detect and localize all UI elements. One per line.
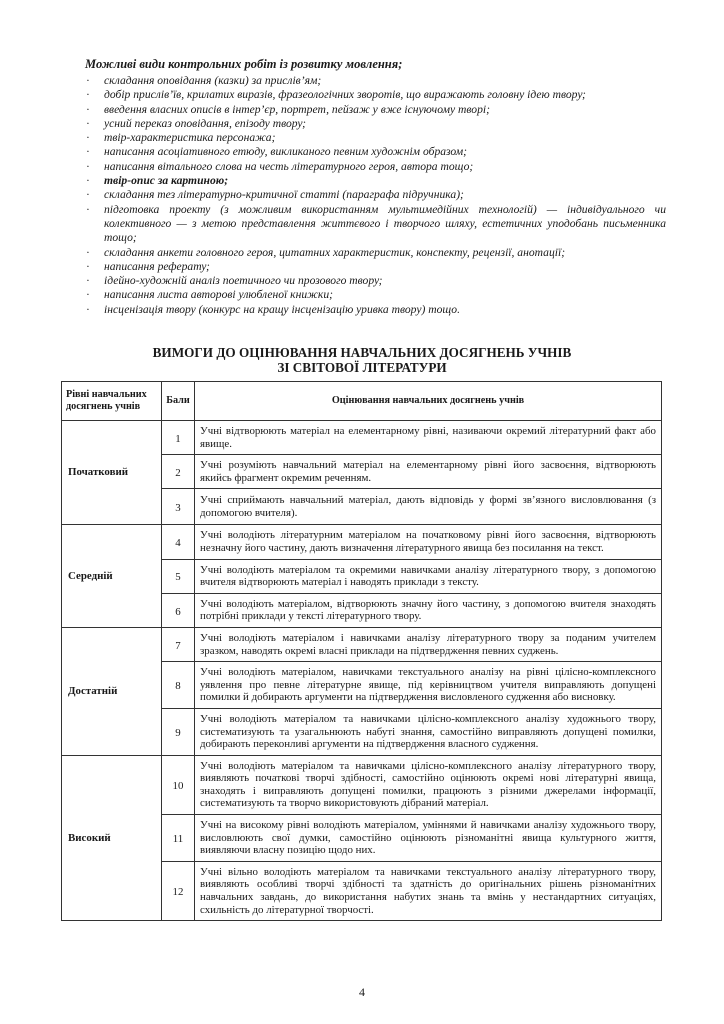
list-item-text: складання анкети головного героя, цитатних характеристик, конспекту, рецензії, анотації; xyxy=(104,245,566,259)
list-item-text: підготовка проекту (з можливим використанням мультимедійних технологій) — індивідуального чи колективного — з метою представлення життєвого і творчого шляху, естетичних уподобань письменника тощо; xyxy=(104,202,666,245)
description-cell: Учні володіють матеріалом та навичками цілісно-комплексного аналізу художнього твору, систематизують та узагальнюють набуті знання, самостійно виправляють допущені помилки, добирають переконливі аргументи на підтвердження власного судження. xyxy=(195,708,662,755)
list-item-text: введення власних описів в інтер’єр, портрет, пейзаж у вже існуючому творі; xyxy=(104,102,490,116)
list-item xyxy=(86,203,666,246)
bullet-icon: · xyxy=(86,145,90,159)
description-cell: Учні володіють літературним матеріалом на початковому рівні його засвоєння, відтворюють незначну його частину, дають визначення літературного явища без посилання на текст. xyxy=(195,525,662,559)
list-item xyxy=(86,103,666,117)
level-name: Високий xyxy=(62,755,162,921)
bullet-icon: · xyxy=(86,102,90,116)
score-cell: 11 xyxy=(162,815,195,862)
bullet-icon: · xyxy=(86,302,90,316)
description-cell: Учні сприймають навчальний матеріал, дають відповідь у формі зв’язного висловлювання (з допомогою вчителя). xyxy=(195,489,662,525)
list-item-text: добір прислів’їв, крилатих виразів, фразеологічних зворотів, що виражають головну ідею твору; xyxy=(104,88,586,102)
description-cell: Учні володіють матеріалом та навичками цілісно-комплексного аналізу літературного твору, виявляють початкові творчі здібності, самостійно оцінюють окремі нові літературні явища, знаходять і виправляють допущені помилки, працюють з різними джерелами інформації, систематизують та творчо використовують дібраний матеріал. xyxy=(195,755,662,814)
bullet-icon: · xyxy=(86,174,90,188)
list-item-text: інсценізація твору (конкурс на кращу інсценізацію уривка твору) тощо. xyxy=(104,302,460,316)
list-item xyxy=(86,145,666,159)
list-item xyxy=(86,131,666,145)
score-cell: 4 xyxy=(162,525,195,559)
table-title-line-2: ЗІ СВІТОВОЇ ЛІТЕРАТУРИ xyxy=(277,360,447,375)
bullet-icon: · xyxy=(86,116,90,130)
bullet-icon: · xyxy=(86,259,90,273)
list-item-text: написання асоціативного етюду, викликаного певним художнім образом; xyxy=(104,145,468,159)
score-cell: 3 xyxy=(162,489,195,525)
list-item xyxy=(86,74,666,88)
level-name: Початковий xyxy=(62,421,162,525)
score-cell: 5 xyxy=(162,559,195,593)
table-row xyxy=(62,627,662,661)
page-number: 4 xyxy=(359,985,365,999)
speech-tests-heading: Можливі види контрольних робіт із розвитку мовлення; xyxy=(85,57,403,71)
assessment-table xyxy=(61,381,662,921)
score-cell: 8 xyxy=(162,662,195,709)
list-item xyxy=(86,274,666,288)
table-row xyxy=(62,755,662,814)
list-item-text: ідейно-художній аналіз поетичного чи прозового твору; xyxy=(104,274,383,288)
list-item-text: написання вітального слова на честь літературного героя, автора тощо; xyxy=(104,159,474,173)
bullet-icon: · xyxy=(86,188,90,202)
bullet-icon: · xyxy=(86,131,90,145)
list-item xyxy=(86,117,666,131)
score-cell: 7 xyxy=(162,627,195,661)
table-header-row xyxy=(62,382,662,421)
list-item-text: складання тез літературно-критичної статті (параграфа підручника); xyxy=(104,188,464,202)
bullet-icon: · xyxy=(86,245,90,259)
list-item-text: твір-характеристика персонажа; xyxy=(104,131,276,145)
bullet-icon: · xyxy=(86,202,90,216)
list-item xyxy=(86,88,666,102)
level-name: Середній xyxy=(62,525,162,628)
bullet-icon: · xyxy=(86,159,90,173)
list-item xyxy=(86,174,666,188)
score-cell: 2 xyxy=(162,455,195,489)
list-item-text: складання оповідання (казки) за прислів’ям; xyxy=(104,74,322,87)
speech-tests-list xyxy=(86,74,666,317)
bullet-icon: · xyxy=(86,274,90,288)
table-row xyxy=(62,525,662,559)
score-cell: 10 xyxy=(162,755,195,814)
score-cell: 9 xyxy=(162,708,195,755)
bullet-icon: · xyxy=(86,74,90,87)
table-body xyxy=(62,421,662,921)
score-cell: 1 xyxy=(162,421,195,455)
description-cell: Учні на високому рівні володіють матеріалом, уміннями й навичками аналізу художнього твору, висловлюють свої думки, самостійно оцінюють різноманітні явища культурного життя, виявляючи власну позицію щодо них. xyxy=(195,815,662,862)
list-item-text: твір-опис за картиною; xyxy=(104,174,229,188)
description-cell: Учні вільно володіють матеріалом та навичками текстуального аналізу літературного твору, виявляють особливі творчі здібності та здатність до оригінальних рішень різноманітних навчальних завдань, до використання набутих знань та вмінь у нестандартних ситуаціях, схильність до літературної творчості. xyxy=(195,861,662,920)
description-cell: Учні відтворюють матеріал на елементарному рівні, називаючи окремий літературний факт або явище. xyxy=(195,421,662,455)
header-description: Оцінювання навчальних досягнень учнів xyxy=(195,382,662,421)
list-item-text: написання реферату; xyxy=(104,259,210,273)
list-item xyxy=(86,188,666,202)
list-item xyxy=(86,288,666,302)
score-cell: 6 xyxy=(162,593,195,627)
table-row xyxy=(62,421,662,455)
list-item-text: написання листа авторові улюбленої книжки; xyxy=(104,288,333,302)
table-title-line-1: ВИМОГИ ДО ОЦІНЮВАННЯ НАВЧАЛЬНИХ ДОСЯГНЕНЬ УЧНІВ xyxy=(152,345,572,360)
header-levels: Рівні навчальних досягнень учнів xyxy=(62,382,162,421)
level-name: Достатній xyxy=(62,627,162,755)
list-item xyxy=(86,160,666,174)
description-cell: Учні розуміють навчальний матеріал на елементарному рівні його засвоєння, відтворюють якийсь фрагмент окремим реченням. xyxy=(195,455,662,489)
score-cell: 12 xyxy=(162,861,195,920)
list-item-text: усний переказ оповідання, епізоду твору; xyxy=(104,116,306,130)
bullet-icon: · xyxy=(86,88,90,102)
description-cell: Учні володіють матеріалом і навичками аналізу літературного твору за поданим учителем зразком, наводять окремі власні приклади на підтвердження певних суджень. xyxy=(195,627,662,661)
list-item xyxy=(86,260,666,274)
description-cell: Учні володіють матеріалом, навичками текстуального аналізу на рівні цілісно-комплексного уявлення про певне літературне явище, під керівництвом учителя виправляють допущені помилки й добирають аргументи на підтвердження висловленого судження або висновку. xyxy=(195,662,662,709)
description-cell: Учні володіють матеріалом та окремими навичками аналізу літературного твору, з допомогою вчителя відтворюють матеріал і наводять приклади з тексту. xyxy=(195,559,662,593)
list-item xyxy=(86,246,666,260)
bullet-icon: · xyxy=(86,288,90,302)
description-cell: Учні володіють матеріалом, відтворюють значну його частину, з допомогою вчителя знаходять потрібні приклади у тексті літературного твору. xyxy=(195,593,662,627)
list-item xyxy=(86,303,666,317)
header-score: Бали xyxy=(162,382,195,421)
